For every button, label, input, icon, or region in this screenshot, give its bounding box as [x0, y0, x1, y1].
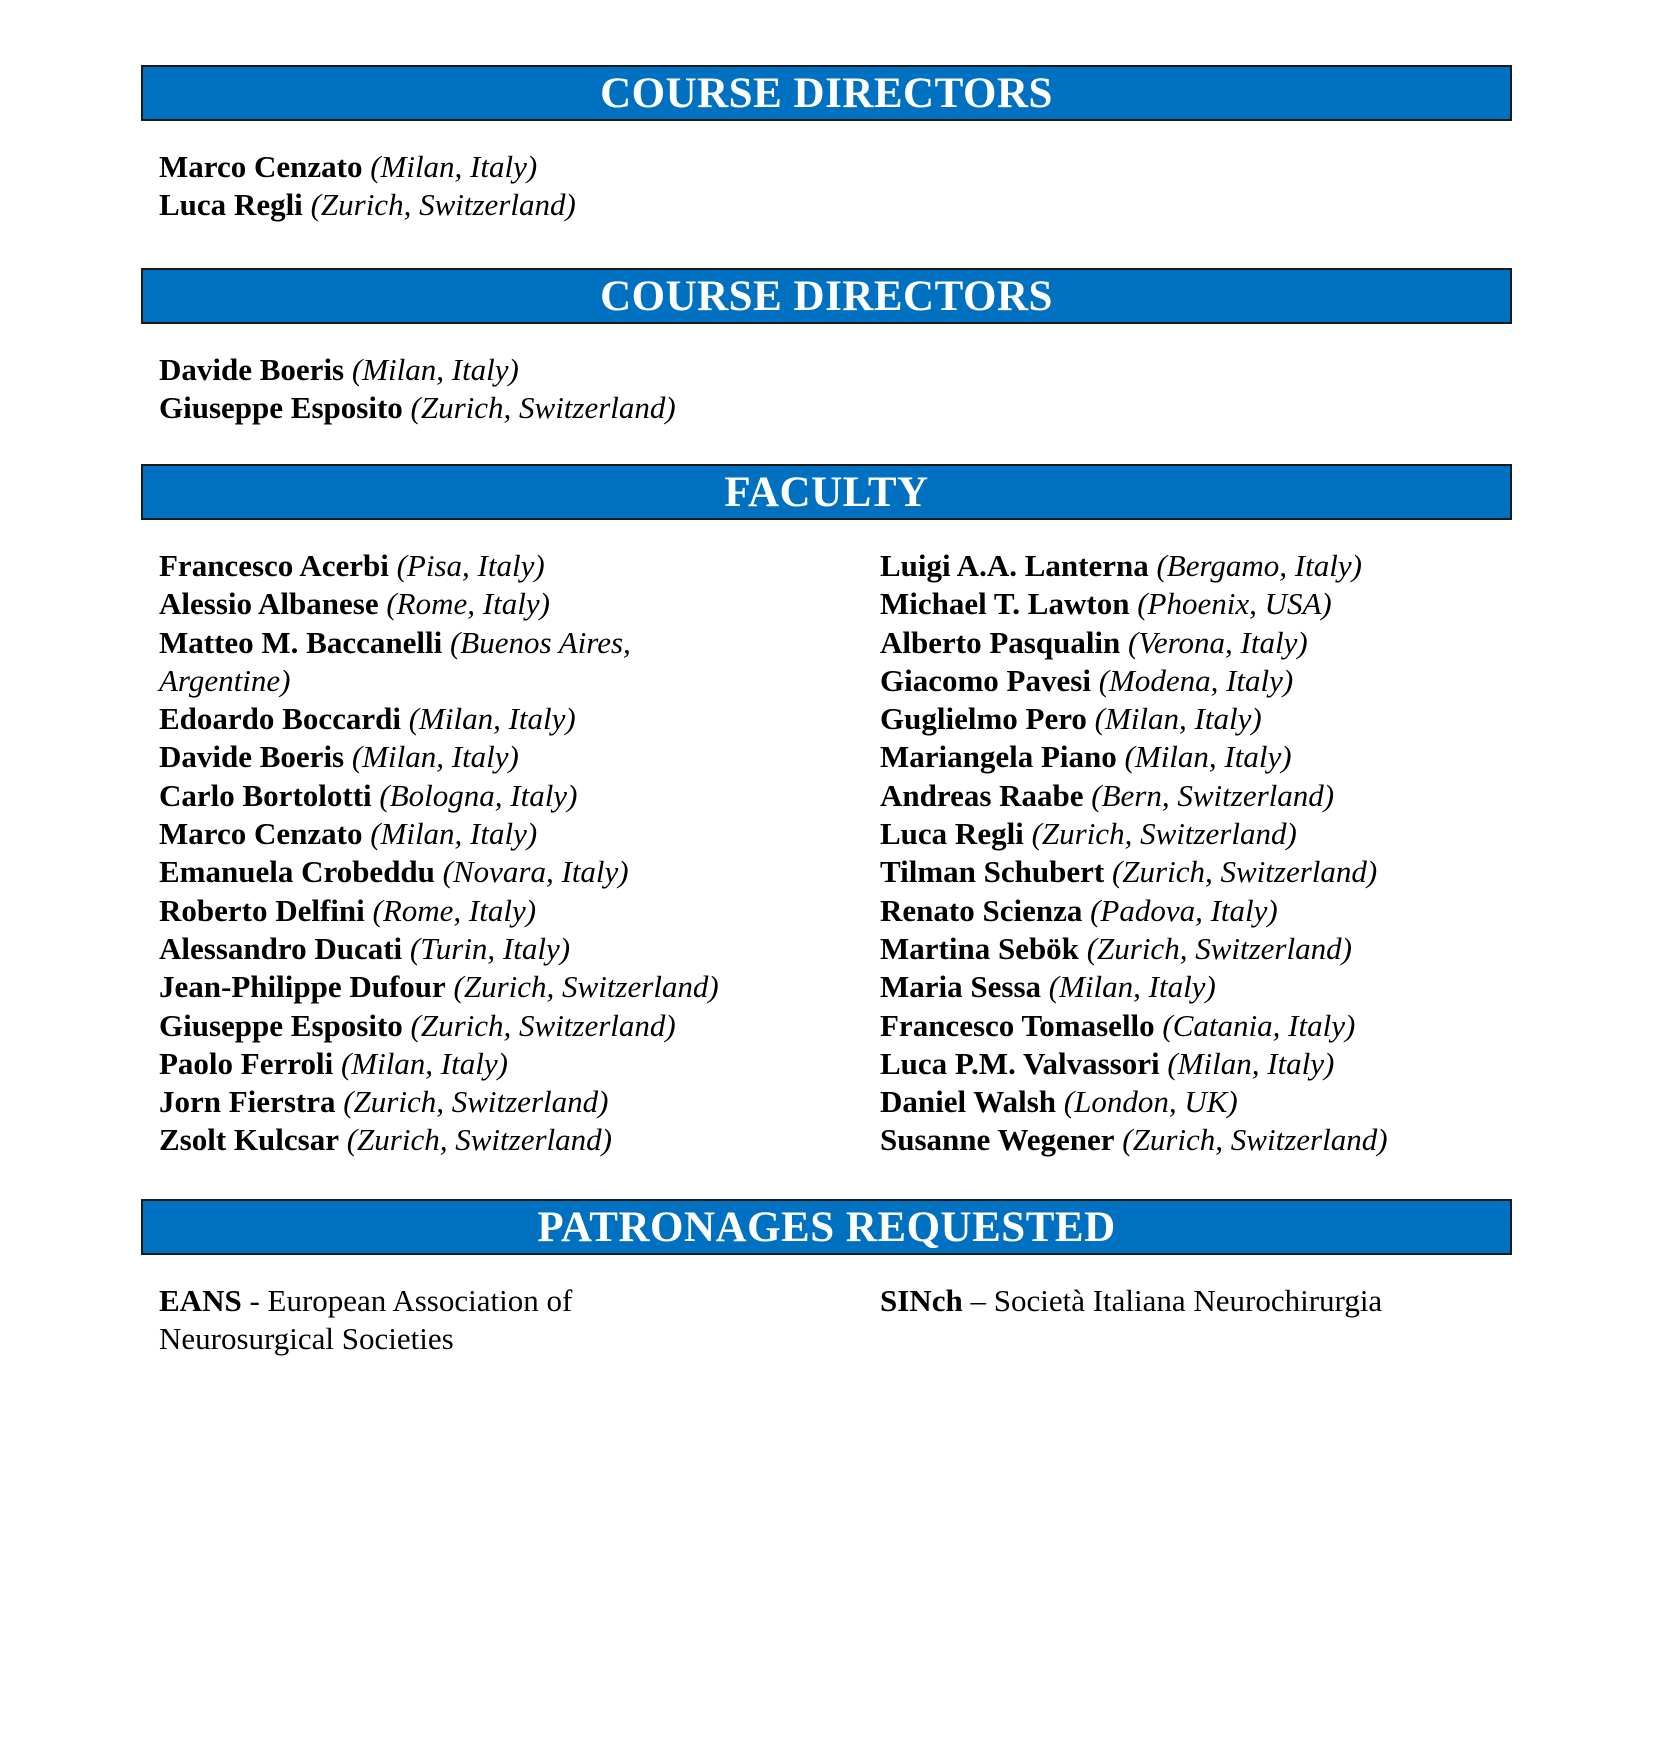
list-item: [880, 930, 1500, 968]
person-location: (Milan, Italy): [351, 352, 519, 387]
list-item: [880, 1083, 1500, 1121]
person-name: Martina Sebök: [880, 930, 1079, 966]
person-location: (Milan, Italy): [340, 1045, 508, 1081]
list-item: [880, 892, 1500, 930]
person-location: (Milan, Italy): [1124, 739, 1292, 775]
patronage-full-name: European Association of Neurosurgical Societies: [159, 1283, 573, 1357]
patronage-abbr: EANS: [159, 1283, 242, 1318]
person-location: (London, UK): [1063, 1084, 1238, 1120]
person-location: (Turin, Italy): [409, 930, 571, 966]
list-item: [159, 968, 729, 1006]
list-item: [159, 389, 779, 427]
list-item: [880, 968, 1500, 1006]
list-item: [159, 1121, 729, 1159]
list-item: [880, 853, 1500, 891]
person-name: Roberto Delfini: [159, 892, 365, 928]
person-name: Paolo Ferroli: [159, 1045, 334, 1081]
person-location: (Zurich, Switzerland): [346, 1122, 612, 1158]
person-name: Jorn Fierstra: [159, 1084, 336, 1120]
person-name: Alberto Pasqualin: [880, 624, 1121, 660]
person-name: Giacomo Pavesi: [880, 662, 1091, 698]
person-name: Matteo M. Baccanelli: [159, 624, 443, 660]
course-directors-list-2: [159, 351, 779, 428]
patronage-sinch: [880, 1282, 1500, 1320]
list-item: [880, 585, 1500, 623]
person-location: (Zurich, Switzerland): [343, 1084, 609, 1120]
person-location: (Bern, Switzerland): [1091, 777, 1335, 813]
list-item: [159, 853, 729, 891]
person-location: (Modena, Italy): [1098, 662, 1294, 698]
person-location: (Milan, Italy): [1167, 1045, 1335, 1081]
person-name: Carlo Bortolotti: [159, 777, 372, 813]
person-name: Maria Sessa: [880, 969, 1042, 1005]
person-location: (Buenos Aires, Argentine): [159, 624, 631, 698]
patronage-abbr: SINch: [880, 1283, 963, 1318]
person-name: Giuseppe Esposito: [159, 390, 403, 426]
course-directors-list: [159, 148, 779, 225]
list-item: [159, 585, 729, 623]
person-name: Francesco Tomasello: [880, 1007, 1155, 1043]
person-name: Edoardo Boccardi: [159, 701, 401, 737]
person-name: Luca P.M. Valvassori: [880, 1045, 1160, 1081]
person-name: Mariangela Piano: [880, 739, 1117, 775]
person-location: (Rome, Italy): [372, 892, 537, 928]
person-location: (Milan, Italy): [1094, 701, 1262, 737]
list-item: [880, 662, 1500, 700]
course-directors-heading: COURSE DIRECTORS: [141, 65, 1512, 121]
person-location: (Milan, Italy): [408, 701, 576, 737]
person-location: (Zurich, Switzerland): [453, 969, 719, 1005]
person-name: Luca Regli: [880, 816, 1024, 852]
list-item: [880, 1045, 1500, 1083]
person-name: Michael T. Lawton: [880, 586, 1130, 622]
list-item: [159, 815, 729, 853]
person-location: (Zurich, Switzerland): [1122, 1122, 1388, 1158]
faculty-list-right: [880, 547, 1500, 1160]
person-name: Marco Cenzato: [159, 149, 363, 184]
list-item: [159, 930, 729, 968]
list-item: [880, 1121, 1500, 1159]
person-name: Daniel Walsh: [880, 1084, 1057, 1120]
person-location: (Milan, Italy): [351, 739, 519, 775]
person-name: Davide Boeris: [159, 739, 345, 775]
person-location: (Padova, Italy): [1090, 892, 1278, 928]
list-item: [159, 892, 729, 930]
person-location: (Zurich, Switzerland): [1086, 930, 1352, 966]
person-name: Andreas Raabe: [880, 777, 1084, 813]
person-name: Davide Boeris: [159, 352, 345, 387]
list-item: [880, 700, 1500, 738]
person-name: Luigi A.A. Lanterna: [880, 548, 1149, 583]
patronage-separator: –: [962, 1283, 994, 1318]
person-location: (Zurich, Switzerland): [410, 390, 676, 426]
person-location: (Bologna, Italy): [379, 777, 578, 813]
person-location: (Milan, Italy): [1048, 969, 1216, 1005]
patronage-full-name: Società Italiana Neurochirurgia: [993, 1283, 1383, 1318]
list-item: [159, 1045, 729, 1083]
list-item: [159, 547, 729, 585]
person-name: Emanuela Crobeddu: [159, 854, 435, 890]
person-location: (Zurich, Switzerland): [1031, 816, 1297, 852]
list-item: [159, 1007, 729, 1045]
list-item: [159, 700, 729, 738]
person-location: (Pisa, Italy): [396, 548, 545, 583]
person-location: (Novara, Italy): [442, 854, 629, 890]
list-item: [880, 815, 1500, 853]
faculty-list-left: [159, 547, 729, 1160]
person-location: (Zurich, Switzerland): [1111, 854, 1378, 890]
person-location: (Catania, Italy): [1162, 1007, 1356, 1043]
list-item: [880, 547, 1500, 585]
list-item: [159, 1083, 729, 1121]
patronage-eans: [159, 1282, 629, 1359]
person-name: Francesco Acerbi: [159, 548, 389, 583]
person-location: (Rome, Italy): [386, 586, 550, 622]
list-item: [880, 738, 1500, 776]
person-name: Jean-Philippe Dufour: [159, 969, 446, 1005]
person-location: (Zurich, Switzerland): [310, 187, 576, 223]
patronage-separator: -: [241, 1283, 268, 1318]
list-item: [159, 351, 779, 389]
list-item: [159, 738, 729, 776]
person-location: (Milan, Italy): [370, 149, 538, 184]
person-name: Marco Cenzato: [159, 816, 363, 852]
person-name: Alessandro Ducati: [159, 930, 403, 966]
person-name: Luca Regli: [159, 187, 303, 223]
person-name: Alessio Albanese: [159, 586, 379, 622]
faculty-heading: FACULTY: [141, 464, 1512, 520]
list-item: [880, 624, 1500, 662]
list-item: [880, 777, 1500, 815]
person-location: (Zurich, Switzerland): [410, 1007, 676, 1043]
list-item: [880, 1007, 1500, 1045]
list-item: [159, 624, 729, 701]
person-location: (Verona, Italy): [1128, 624, 1308, 660]
course-directors-heading-2: COURSE DIRECTORS: [141, 268, 1512, 324]
list-item: [159, 186, 779, 224]
person-name: Guglielmo Pero: [880, 701, 1087, 737]
person-location: (Bergamo, Italy): [1156, 548, 1362, 583]
person-name: Renato Scienza: [880, 892, 1083, 928]
person-location: (Milan, Italy): [370, 816, 538, 852]
person-name: Tilman Schubert: [880, 854, 1105, 890]
list-item: [159, 777, 729, 815]
person-location: (Phoenix, USA): [1137, 586, 1332, 622]
person-name: Zsolt Kulcsar: [159, 1122, 339, 1158]
list-item: [159, 148, 779, 186]
person-name: Susanne Wegener: [880, 1122, 1115, 1158]
patronages-heading: PATRONAGES REQUESTED: [141, 1199, 1512, 1255]
person-name: Giuseppe Esposito: [159, 1007, 403, 1043]
